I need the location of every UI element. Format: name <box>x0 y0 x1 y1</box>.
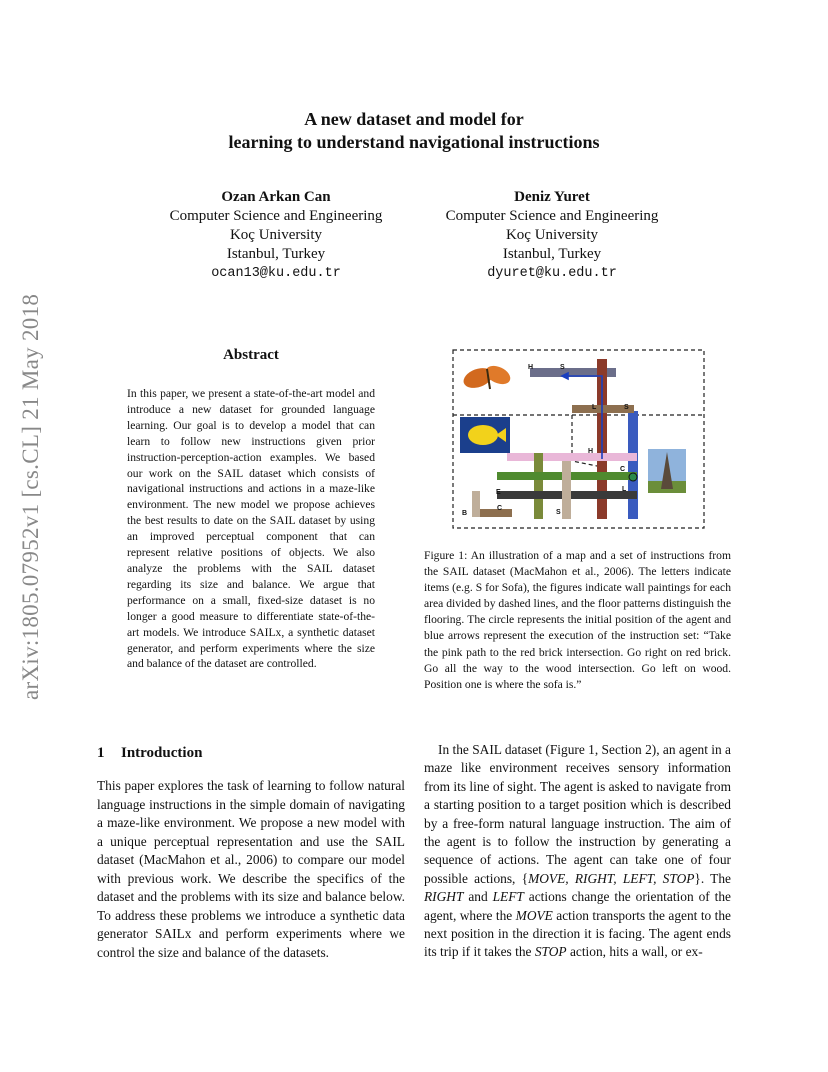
eiffel-tower-painting <box>648 449 686 493</box>
intro-text: action transports the agent to the next position in the direction it is facing. The agent ends its trip if it takes the <box>424 907 732 960</box>
author-city: Istanbul, Turkey <box>226 246 326 262</box>
intro-paragraph-2 <box>424 741 731 962</box>
author-univ: Koç University <box>505 227 599 243</box>
butterfly-painting <box>460 361 515 395</box>
item-label: C <box>620 466 626 473</box>
intro-text: actions change the orientation of the agent, where the <box>424 889 731 923</box>
abstract-body: In this paper, we present a state-of-the-art model and introduce a new dataset for grounded language learning. Our goal is to develop a model that can learn to follow new instructions given prior instruction-perception-action examples. We based our work on the SAIL dataset which consists of navigational instructions and actions in a maze-like environment. The new model we propose achieves the best results to date on the SAIL dataset by using an improved perceptual component that can represent relative positions of objects. We also analyze the problems with the SAIL dataset regarding its size and balance. We argue that performance on a small, fixed-size dataset is no longer a good measure to differentiate state-of-the-art models. We introduce SAILx, a synthetic dataset generator, and perform experiments where the size and balance of the dataset are controlled. <box>127 387 375 671</box>
action-set: MOVE, RIGHT, LEFT, STOP <box>528 870 695 886</box>
intro-text: and <box>463 889 493 905</box>
author-name: Ozan Arkan Can <box>221 189 331 205</box>
item-label: L <box>592 404 597 411</box>
item-label: H <box>588 448 594 455</box>
author-dept: Computer Science and Engineering <box>169 208 383 224</box>
item-label: E <box>496 489 501 496</box>
section-number: 1 <box>97 745 105 761</box>
figure-1-map <box>452 349 705 529</box>
author-city: Istanbul, Turkey <box>502 246 602 262</box>
agent-start-marker <box>629 473 637 481</box>
item-label: S <box>624 404 629 411</box>
arxiv-stamp: arXiv:1805.07952v1 [cs.CL] 21 May 2018 <box>18 293 43 700</box>
author-dept: Computer Science and Engineering <box>445 208 659 224</box>
intro-text: action, hits a wall, or ex- <box>566 944 703 960</box>
author-name: Deniz Yuret <box>514 189 590 205</box>
author-email[interactable]: ocan13@ku.edu.tr <box>211 266 341 281</box>
author-email[interactable]: dyuret@ku.edu.tr <box>487 266 617 281</box>
author-block-2 <box>427 188 677 283</box>
section-heading-introduction <box>97 745 202 762</box>
item-label: H <box>528 364 534 371</box>
action-right: RIGHT <box>424 889 464 905</box>
item-label: S <box>560 364 565 371</box>
intro-paragraph-1: This paper explores the task of learning to follow natural language instructions in the simple domain of navigating a maze-like environment. We propose a new model with a unique perceptual representation and use the SAIL dataset (MacMahon et al., 2006) to compare our model with previous work. We describe the specifics of the dataset and the problems with its size and balance below. To address these problems we introduce a synthetic data generator SAILx and perform experiments where we control the size and balance of the datasets. <box>97 778 405 960</box>
fish-painting <box>460 417 510 453</box>
item-label: C <box>497 505 503 512</box>
action-left: LEFT <box>492 889 524 905</box>
item-label: S <box>556 509 561 516</box>
figure-caption: Figure 1: An illustration of a map and a set of instructions from the SAIL dataset (MacMahon et al., 2006). The letters indicate items (e.g. S for Sofa), the figures indicate wall paintings for each area divided by dashed lines, and the floor patterns distinguish the flooring. The circle represents the initial position of the agent and blue arrows represent the execution of the instruction set: “Take the pink path to the red brick intersection. Go right on red brick. Go all the way to the wood intersection. Go left on wood. Position one is where the sofa is.” <box>424 549 731 691</box>
section-title: Introduction <box>121 745 203 761</box>
paper-title-line2: learning to understand navigational instructions <box>228 132 600 152</box>
action-move: MOVE <box>515 907 553 923</box>
action-stop: STOP <box>534 944 567 960</box>
intro-text: }. The <box>694 870 732 886</box>
abstract-heading: Abstract <box>223 347 279 363</box>
item-label: B <box>462 510 468 517</box>
agent-path-arrows <box>562 373 602 459</box>
item-label: L <box>622 486 627 493</box>
paper-title-line1: A new dataset and model for <box>304 109 524 129</box>
author-univ: Koç University <box>229 227 323 243</box>
author-block-1 <box>151 188 401 283</box>
intro-text: In the SAIL dataset (Figure 1, Section 2), an agent in a maze like environment receives sensory information from its line of sight. The agent is asked to navigate from a starting position to a target position which is described by a free-form natural language instruction. The aim of the agent is to follow the instruction by generating a sequence of actions. The agent can take one of four possible actions, { <box>424 742 731 886</box>
